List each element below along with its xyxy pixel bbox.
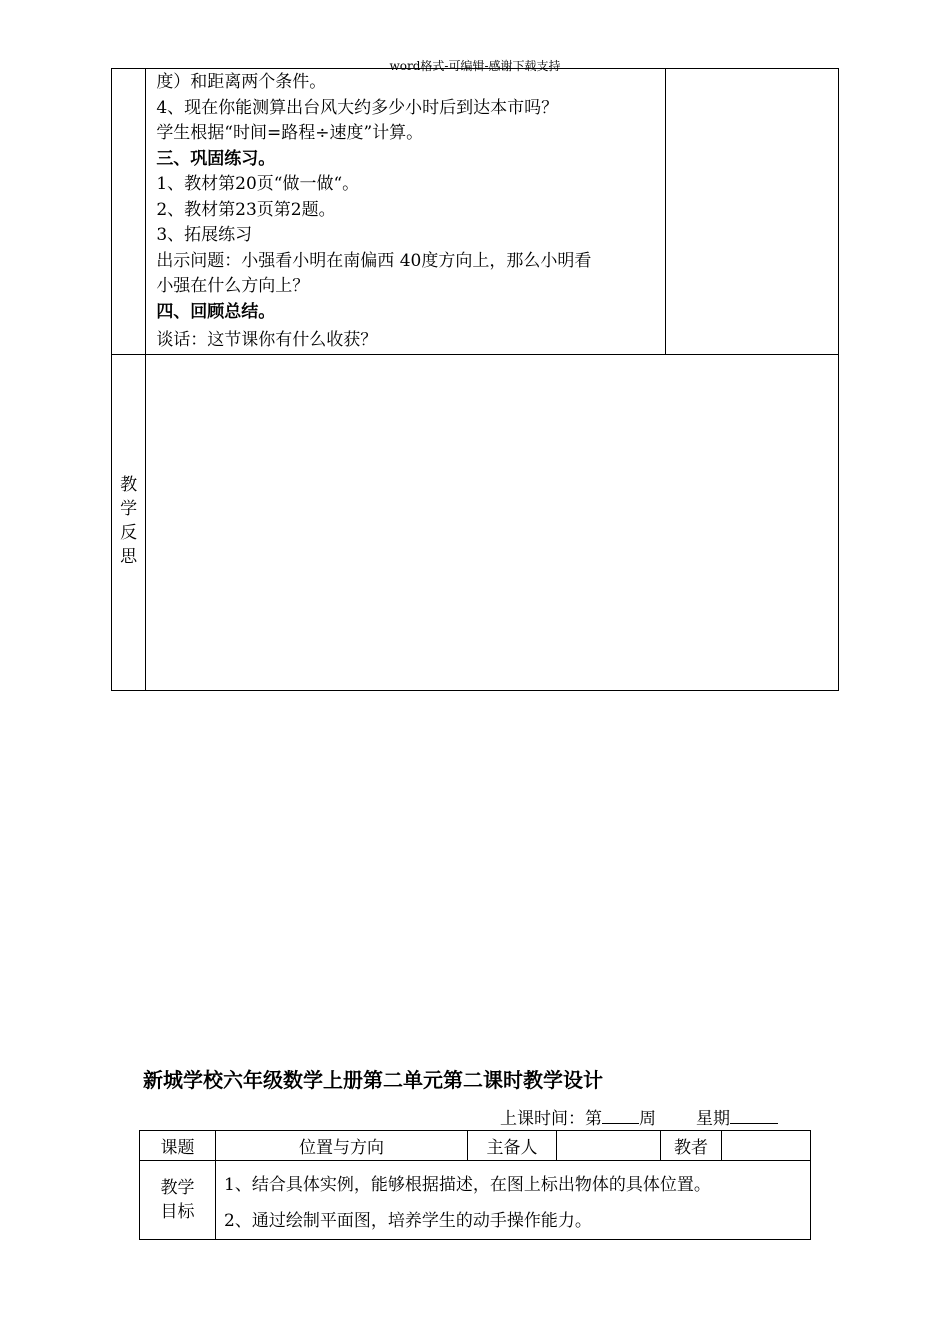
lesson-process-table bbox=[111, 68, 839, 691]
process-line: 出示问题：小强看小明在南偏西 40度方向上，那么小明看 bbox=[156, 250, 592, 271]
lesson-title: 新城学校六年级数学上册第二单元第二课时教学设计 bbox=[143, 1068, 603, 1092]
goal-item: 1、结合具体实例，能够根据描述，在图上标出物体的具体位置。 bbox=[224, 1175, 711, 1195]
process-label-cell bbox=[112, 69, 146, 355]
process-line: 学生根据“时间=路程÷速度”计算。 bbox=[156, 123, 424, 143]
process-line: 度）和距离两个条件。 bbox=[156, 72, 327, 92]
goal-item: 2、通过绘制平面图，培养学生的动手操作能力。 bbox=[224, 1211, 592, 1231]
info-header-row bbox=[140, 1131, 811, 1161]
goals-label-line: 目标 bbox=[160, 1202, 195, 1222]
goals-row bbox=[140, 1161, 811, 1240]
goals-label bbox=[140, 1161, 216, 1240]
reflection-row bbox=[112, 354, 839, 690]
process-line: 4、现在你能测算出台风大约多少小时后到达本市吗？ bbox=[156, 97, 559, 118]
week-number-blank bbox=[602, 1105, 639, 1124]
reflection-label-cell bbox=[112, 354, 146, 690]
process-content-cell bbox=[146, 69, 665, 355]
schedule-weekday: 星期 bbox=[696, 1109, 730, 1129]
teacher-label: 教者 bbox=[661, 1131, 722, 1161]
teacher-value bbox=[722, 1131, 811, 1161]
process-line: 1、教材第20页“做一做“。 bbox=[156, 174, 360, 194]
preparer-label: 主备人 bbox=[468, 1131, 557, 1161]
reflection-content-cell bbox=[146, 354, 839, 690]
process-line: 3、拓展练习 bbox=[156, 225, 253, 245]
weekday-blank bbox=[730, 1105, 778, 1124]
process-row bbox=[112, 69, 839, 355]
preparer-value bbox=[557, 1131, 661, 1161]
process-line: 谈话：这节课你有什么收获？ bbox=[156, 330, 378, 350]
section-heading: 三、巩固练习。 bbox=[156, 148, 276, 169]
process-line: 2、教材第23页第2题。 bbox=[156, 199, 336, 220]
topic-value: 位置与方向 bbox=[216, 1131, 468, 1161]
goals-content bbox=[216, 1161, 811, 1240]
lesson-info-table bbox=[139, 1130, 811, 1240]
process-line: 小强在什么方向上？ bbox=[156, 276, 310, 296]
schedule-week: 周 bbox=[639, 1109, 656, 1129]
topic-label: 课题 bbox=[140, 1131, 216, 1161]
reflection-label: 教学反思 bbox=[120, 474, 138, 567]
goals-label-line: 教学 bbox=[160, 1178, 195, 1198]
section-heading: 四、回顾总结。 bbox=[156, 301, 276, 322]
class-schedule bbox=[500, 1104, 778, 1129]
header-note: word格式-可编辑-感谢下载支持 bbox=[389, 59, 561, 73]
schedule-prefix: 上课时间：第 bbox=[500, 1109, 602, 1129]
notes-cell bbox=[665, 69, 838, 355]
